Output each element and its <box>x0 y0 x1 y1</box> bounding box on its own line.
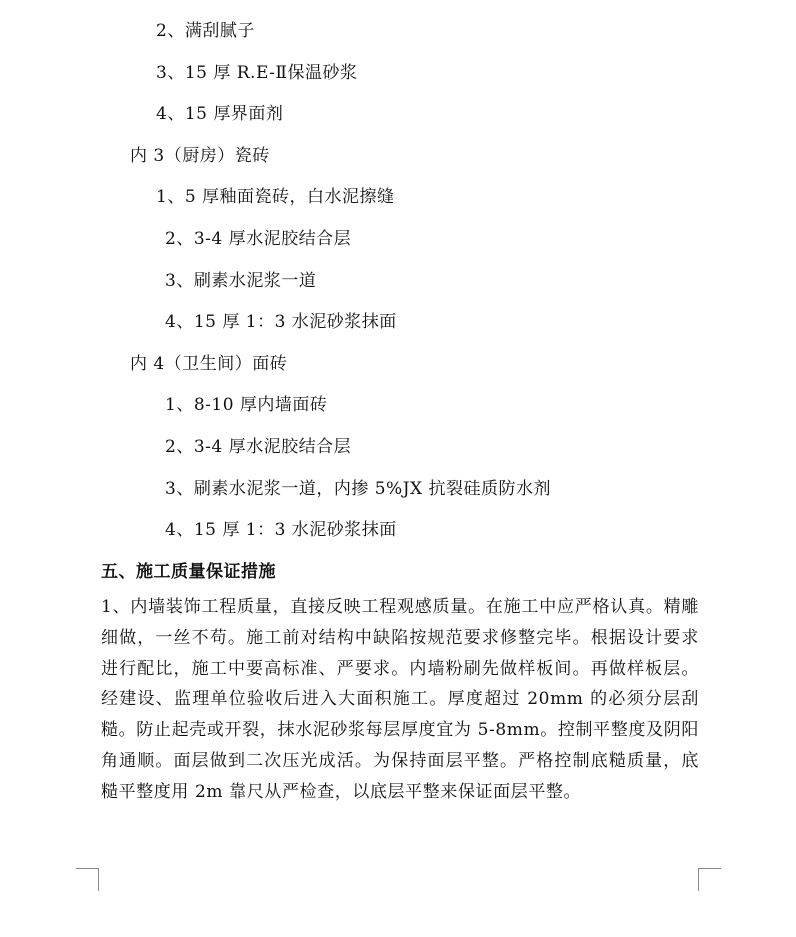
list-item: 1、8-10 厚内墙面砖 <box>165 395 328 415</box>
list-item: 1、5 厚釉面瓷砖，白水泥擦缝 <box>156 187 395 207</box>
list-item: 4、15 厚 1：3 水泥砂浆抹面 <box>165 312 397 332</box>
list-item: 4、15 厚界面剂 <box>156 104 284 124</box>
subsection-title: 内 3（厨房）瓷砖 <box>130 146 270 166</box>
list-item: 3、刷素水泥浆一道，内掺 5%JX 抗裂硅质防水剂 <box>165 479 552 499</box>
list-item: 2、3-4 厚水泥胶结合层 <box>165 437 352 457</box>
section-heading: 五、施工质量保证措施 <box>101 562 276 582</box>
list-item: 4、15 厚 1：3 水泥砂浆抹面 <box>165 520 397 540</box>
page-corner-mark-right <box>698 868 721 891</box>
list-item: 2、满刮腻子 <box>156 21 255 41</box>
list-item: 2、3-4 厚水泥胶结合层 <box>165 229 352 249</box>
subsection-title: 内 4（卫生间）面砖 <box>130 354 288 374</box>
page-corner-mark-left <box>76 868 99 891</box>
list-item: 3、15 厚 R.E-Ⅱ保温砂浆 <box>156 63 358 83</box>
body-paragraph: 1、内墙装饰工程质量，直接反映工程观感质量。在施工中应严格认真。精雕细做，一丝不苟。施工前对结构中缺陷按规范要求修整完毕。根据设计要求进行配比，施工中要高标准、严要求。内墙粉刷先做样板间。再做样板层。经建设、监理单位验收后进入大面积施工。厚度超过 20mm 的必须分层刮糙。防止起壳或开裂，抹水泥砂浆每层厚度宜为 5-8mm。控制平整度及阴阳角通顺。面层做到二次压光成活。为保持面层平整。严格控制底糙质量，底糙平整度用 2m 靠尺从严检查，以底层平整来保证面层平整。 <box>101 597 699 802</box>
list-item: 3、刷素水泥浆一道 <box>165 271 317 291</box>
